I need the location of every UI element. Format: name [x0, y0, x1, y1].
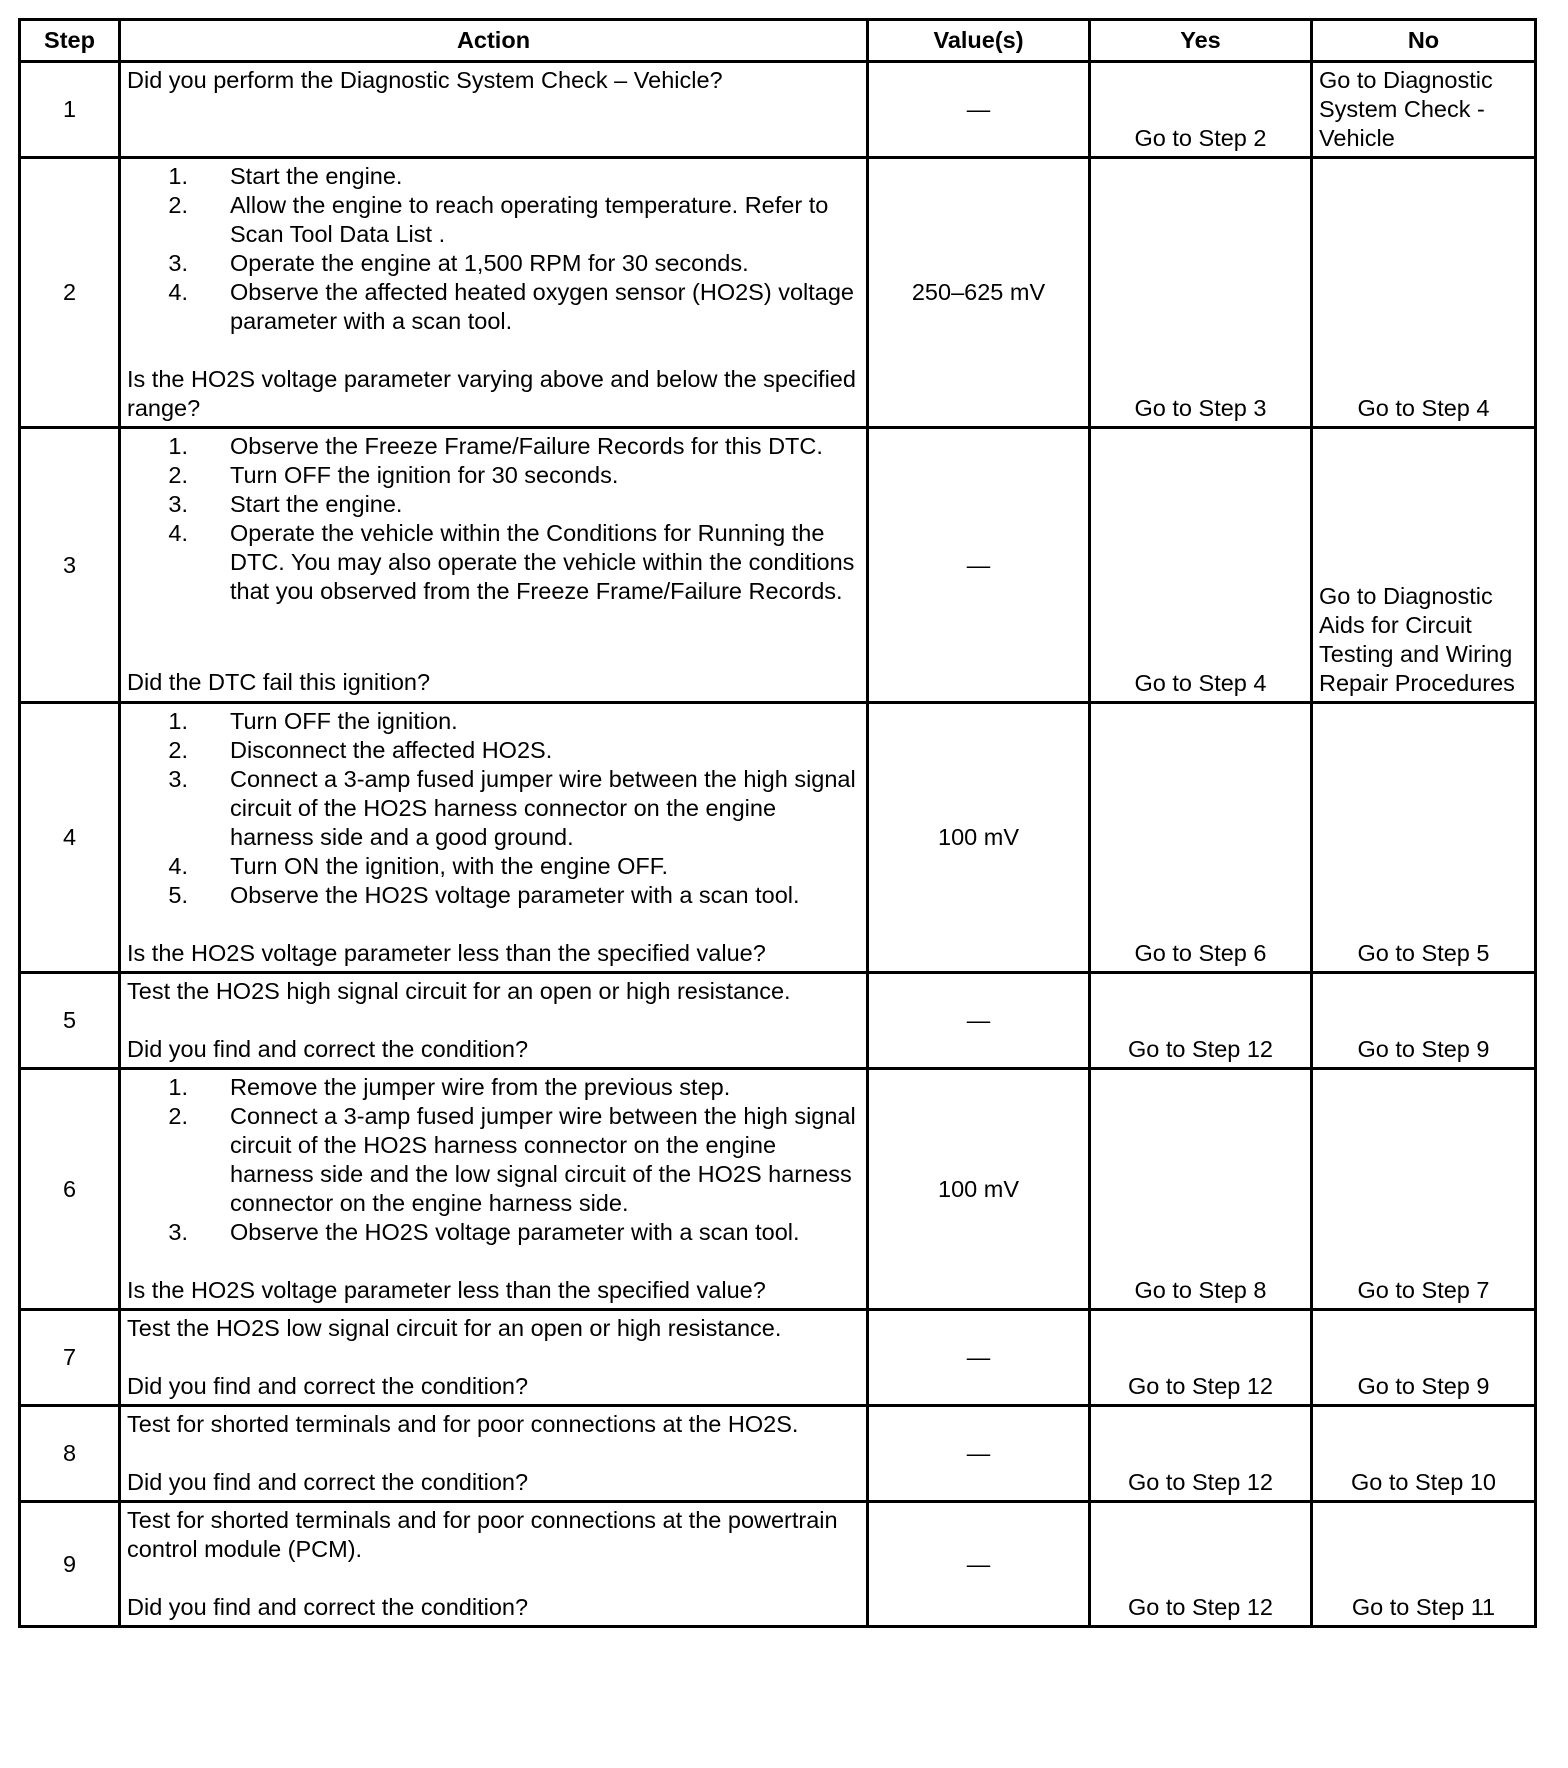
action-instruction: Test for shorted terminals and for poor connections at the powertrain control module (PCM).: [127, 1507, 838, 1562]
header-yes: Yes: [1090, 20, 1312, 62]
value-cell: —: [868, 428, 1090, 703]
procedure-item: [127, 765, 860, 852]
table-row: [20, 1406, 1536, 1502]
procedure-item-text: Operate the engine at 1,500 RPM for 30 seconds.: [230, 250, 749, 276]
yes-cell: Go to Step 12: [1090, 1310, 1312, 1406]
procedure-item: [127, 1102, 860, 1218]
procedure-item-text: Disconnect the affected HO2S.: [230, 737, 553, 763]
procedure-item: [127, 432, 860, 461]
action-cell: [120, 62, 868, 158]
yes-cell: Go to Step 12: [1090, 1406, 1312, 1502]
procedure-item-number: 4.: [168, 279, 188, 305]
procedure-item-number: 3.: [168, 766, 188, 792]
procedure-item: [127, 278, 860, 336]
action-cell: [120, 973, 868, 1069]
procedure-item-text: Start the engine.: [230, 163, 403, 189]
procedure-item-number: 2.: [168, 737, 188, 763]
value-cell: —: [868, 973, 1090, 1069]
yes-cell: Go to Step 3: [1090, 158, 1312, 428]
header-no: No: [1312, 20, 1536, 62]
action-question: Did you find and correct the condition?: [127, 1594, 529, 1620]
yes-cell: Go to Step 12: [1090, 973, 1312, 1069]
yes-cell: Go to Step 4: [1090, 428, 1312, 703]
step-number: 5: [20, 973, 120, 1069]
table-body: [20, 62, 1536, 1627]
procedure-item-text: Operate the vehicle within the Conditions for Running the DTC. You may also operate the vehicle within the conditions that you observed from the Freeze Frame/Failure Records.: [230, 520, 855, 604]
table-row: [20, 1310, 1536, 1406]
action-cell: [120, 1406, 868, 1502]
procedure-item: [127, 249, 860, 278]
procedure-item: [127, 881, 860, 910]
header-action: Action: [120, 20, 868, 62]
action-instruction: Test the HO2S low signal circuit for an open or high resistance.: [127, 1315, 782, 1341]
action-cell: [120, 1502, 868, 1627]
procedure-item-number: 2.: [168, 1103, 188, 1129]
diagnostic-table: [18, 18, 1537, 1628]
value-cell: 100 mV: [868, 1069, 1090, 1310]
table-row: [20, 62, 1536, 158]
procedure-item-number: 2.: [168, 462, 188, 488]
procedure-item: [127, 1218, 860, 1247]
step-number: 1: [20, 62, 120, 158]
procedure-list: [127, 432, 860, 606]
table-row: [20, 158, 1536, 428]
action-question: Did you find and correct the condition?: [127, 1373, 529, 1399]
step-number: 7: [20, 1310, 120, 1406]
procedure-item-text: Turn OFF the ignition for 30 seconds.: [230, 462, 619, 488]
action-question: Did you find and correct the condition?: [127, 1469, 529, 1495]
yes-cell: Go to Step 6: [1090, 703, 1312, 973]
value-cell: 100 mV: [868, 703, 1090, 973]
procedure-item-text: Connect a 3-amp fused jumper wire between the high signal circuit of the HO2S harness connector on the engine harness side and the low signal circuit of the HO2S harness connector on the engine harness side.: [230, 1103, 856, 1216]
procedure-item-number: 4.: [168, 520, 188, 546]
step-number: 3: [20, 428, 120, 703]
step-number: 6: [20, 1069, 120, 1310]
procedure-list: [127, 162, 860, 336]
header-row: [20, 20, 1536, 62]
action-question: Did you find and correct the condition?: [127, 1036, 529, 1062]
procedure-item-number: 3.: [168, 1219, 188, 1245]
action-instruction: Test the HO2S high signal circuit for an open or high resistance.: [127, 978, 791, 1004]
header-step: Step: [20, 20, 120, 62]
procedure-item: [127, 519, 860, 606]
value-cell: —: [868, 62, 1090, 158]
procedure-item: [127, 490, 860, 519]
procedure-list: [127, 707, 860, 910]
procedure-item-number: 2.: [168, 192, 188, 218]
action-question: Did the DTC fail this ignition?: [127, 668, 431, 695]
value-cell: 250–625 mV: [868, 158, 1090, 428]
action-question: Is the HO2S voltage parameter less than the specified value?: [127, 940, 766, 966]
step-number: 2: [20, 158, 120, 428]
table-row: [20, 973, 1536, 1069]
procedure-item-number: 1.: [168, 1074, 188, 1100]
procedure-item-text: Start the engine.: [230, 491, 403, 517]
procedure-item-text: Observe the affected heated oxygen sensor (HO2S) voltage parameter with a scan tool.: [230, 279, 854, 334]
value-cell: —: [868, 1310, 1090, 1406]
procedure-item: [127, 1073, 860, 1102]
procedure-item-number: 4.: [168, 853, 188, 879]
yes-cell: Go to Step 8: [1090, 1069, 1312, 1310]
yes-cell: Go to Step 2: [1090, 62, 1312, 158]
procedure-item-text: Observe the HO2S voltage parameter with a scan tool.: [230, 1219, 800, 1245]
no-cell: Go to Diagnostic System Check - Vehicle: [1312, 62, 1536, 158]
step-number: 4: [20, 703, 120, 973]
no-cell: Go to Step 9: [1312, 973, 1536, 1069]
no-cell: Go to Step 4: [1312, 158, 1536, 428]
no-cell: Go to Step 9: [1312, 1310, 1536, 1406]
table-row: [20, 703, 1536, 973]
procedure-item-number: 1.: [168, 708, 188, 734]
procedure-item: [127, 852, 860, 881]
value-cell: —: [868, 1502, 1090, 1627]
action-cell: [120, 158, 868, 428]
action-cell: [120, 703, 868, 973]
procedure-list: [127, 1073, 860, 1247]
value-cell: —: [868, 1406, 1090, 1502]
table-row: [20, 1502, 1536, 1627]
procedure-item: [127, 707, 860, 736]
action-instruction: Test for shorted terminals and for poor connections at the HO2S.: [127, 1411, 799, 1437]
procedure-item-text: Turn ON the ignition, with the engine OFF.: [230, 853, 669, 879]
no-cell: Go to Step 11: [1312, 1502, 1536, 1627]
no-cell: Go to Step 5: [1312, 703, 1536, 973]
procedure-item-number: 1.: [168, 163, 188, 189]
no-cell: Go to Diagnostic Aids for Circuit Testing and Wiring Repair Procedures: [1312, 428, 1536, 703]
step-number: 8: [20, 1406, 120, 1502]
procedure-item-number: 3.: [168, 250, 188, 276]
action-cell: [120, 1069, 868, 1310]
action-cell: [120, 428, 868, 703]
procedure-item-text: Observe the HO2S voltage parameter with a scan tool.: [230, 882, 800, 908]
action-question: Is the HO2S voltage parameter less than the specified value?: [127, 1277, 766, 1303]
procedure-item-text: Remove the jumper wire from the previous step.: [230, 1074, 731, 1100]
table-row: [20, 1069, 1536, 1310]
table-row: [20, 428, 1536, 703]
procedure-item: [127, 162, 860, 191]
procedure-item: [127, 461, 860, 490]
procedure-item-text: Observe the Freeze Frame/Failure Records for this DTC.: [230, 433, 823, 459]
action-cell: [120, 1310, 868, 1406]
procedure-item: [127, 736, 860, 765]
procedure-item-text: Allow the engine to reach operating temperature. Refer to Scan Tool Data List .: [230, 192, 829, 247]
header-values: Value(s): [868, 20, 1090, 62]
procedure-item-text: Connect a 3-amp fused jumper wire between the high signal circuit of the HO2S harness connector on the engine harness side and a good ground.: [230, 766, 856, 850]
action-question: Is the HO2S voltage parameter varying above and below the specified range?: [127, 366, 856, 421]
no-cell: Go to Step 10: [1312, 1406, 1536, 1502]
procedure-item-text: Turn OFF the ignition.: [230, 708, 458, 734]
procedure-item-number: 1.: [168, 433, 188, 459]
procedure-item-number: 5.: [168, 882, 188, 908]
no-cell: Go to Step 7: [1312, 1069, 1536, 1310]
action-instruction: Did you perform the Diagnostic System Check – Vehicle?: [127, 67, 723, 93]
procedure-item-number: 3.: [168, 491, 188, 517]
step-number: 9: [20, 1502, 120, 1627]
procedure-item: [127, 191, 860, 249]
yes-cell: Go to Step 12: [1090, 1502, 1312, 1627]
